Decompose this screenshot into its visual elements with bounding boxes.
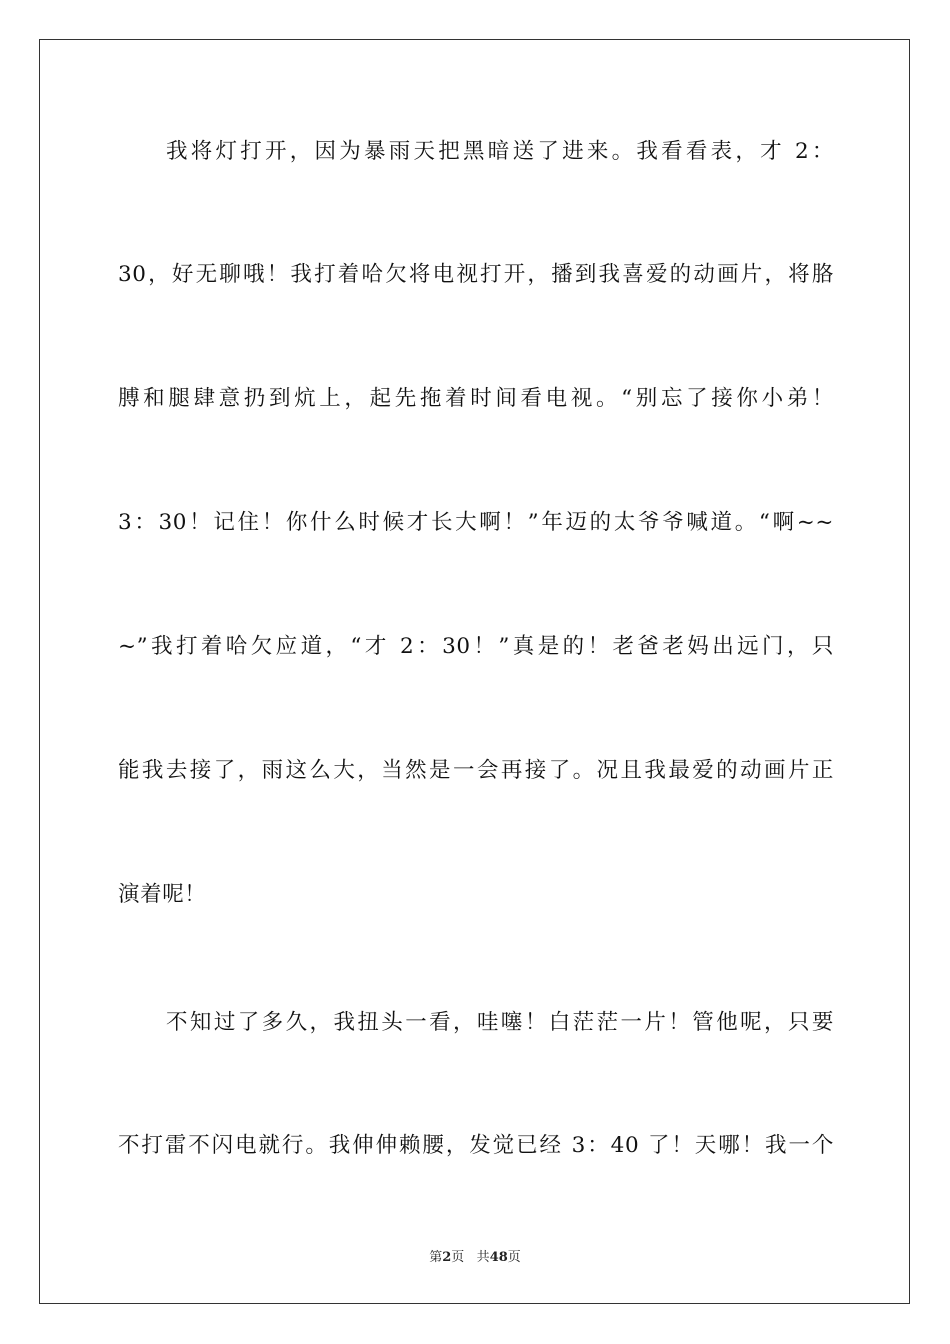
text-line: 30，好无聊哦！我打着哈欠将电视打开，播到我喜爱的动画片，将胳 — [118, 262, 834, 287]
text-line: 演着呢！ — [118, 882, 207, 907]
text-line: 能我去接了，雨这么大，当然是一会再接了。况且我最爱的动画片正 — [118, 758, 834, 783]
text-line: 我将灯打开，因为暴雨天把黑暗送了进来。我看看表，才 2： — [166, 139, 834, 164]
page-footer — [0, 1246, 950, 1265]
page-prefix: 第 — [429, 1250, 443, 1265]
page-number: 2 — [442, 1250, 452, 1265]
page-border — [39, 39, 910, 1304]
total-suffix: 页 — [507, 1250, 521, 1265]
text-line: 膊和腿肆意扔到炕上，起先拖着时间看电视。“别忘了接你小弟！ — [118, 386, 834, 411]
text-line: 不打雷不闪电就行。我伸伸赖腰，发觉已经 3：40 了！天哪！我一个 — [118, 1133, 834, 1158]
total-prefix: 共 — [476, 1250, 490, 1265]
text-line: 3：30！记住！你什么时候才长大啊！”年迈的太爷爷喊道。“啊~~ — [118, 510, 834, 535]
text-line: ~”我打着哈欠应道，“才 2：30！”真是的！老爸老妈出远门，只 — [118, 634, 834, 659]
page-suffix: 页 — [451, 1250, 465, 1265]
text-line: 不知过了多久，我扭头一看，哇噻！白茫茫一片！管他呢，只要 — [166, 1010, 834, 1035]
total-pages: 48 — [489, 1250, 508, 1265]
